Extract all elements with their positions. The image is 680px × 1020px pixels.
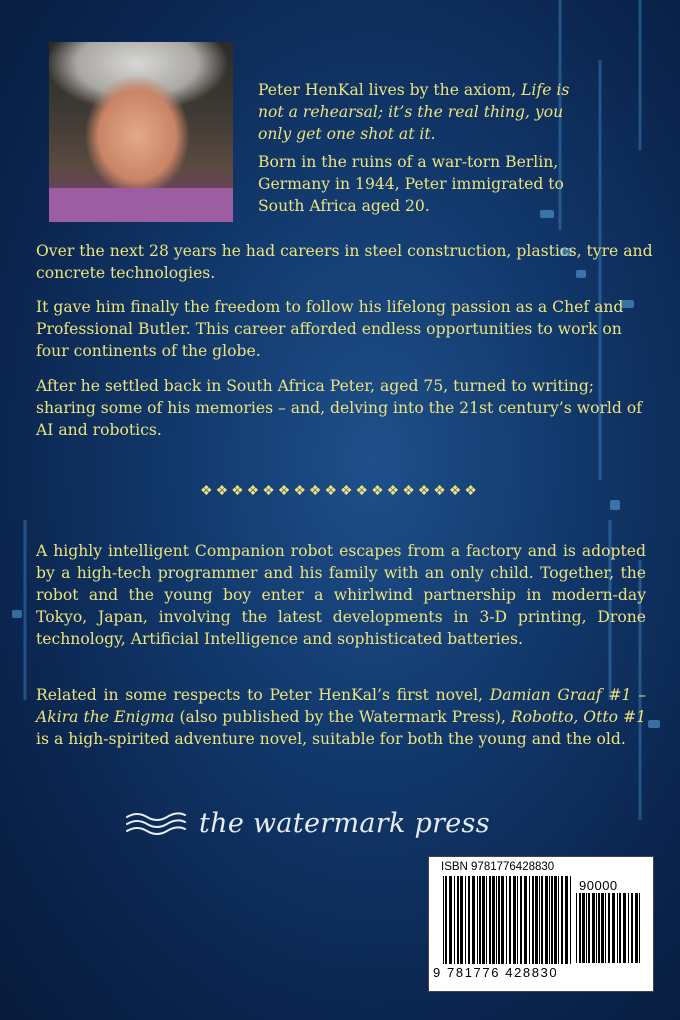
ornament-divider: ❖❖❖❖❖❖❖❖❖❖❖❖❖❖❖❖❖❖ — [200, 483, 480, 499]
novel-title-1: Damian Graaf #1 – Akira the Enigma — [36, 686, 646, 726]
publisher-logo — [125, 808, 490, 839]
waves-icon — [125, 809, 187, 839]
price-code: 90000 — [579, 878, 618, 893]
bio-paragraph-1 — [258, 79, 588, 145]
bio-quote: Life is not a rehearsal; it’s the real thing, you only get one shot at it — [258, 81, 570, 143]
author-photo — [49, 42, 233, 222]
isbn-barcode — [428, 856, 654, 992]
bio-paragraph-5: After he settled back in South Africa Peter, aged 75, turned to writing; sharing some of his memories – and, delving into the 21st century’s world of AI and robotics. — [36, 377, 642, 439]
blurb-paragraph-2 — [36, 684, 646, 750]
bio-end: . — [430, 125, 436, 143]
bio-lead: Peter HenKal lives by the axiom, — [258, 81, 522, 99]
blurb-paragraph-1: A highly intelligent Companion robot escapes from a factory and is adopted by a high-tech programmer and his family with an only child. Together, the robot and the young boy enter a whirlwind partnership in modern-day Tokyo, Japan, involving the latest developments in 3-D printing, Drone technology, Artificial Intelligence and sophisticated batteries. — [36, 542, 646, 648]
isbn-label: ISBN 9781776428830 — [441, 861, 555, 873]
blurb-text-a: Related in some respects to Peter HenKal’s first novel, — [36, 686, 490, 704]
isbn-digits: 9 781776 428830 — [433, 965, 559, 980]
bio-paragraph-4: It gave him finally the freedom to follow his lifelong passion as a Chef and Professional Butler. This career afforded endless opportunities to work on four continents of the globe. — [36, 298, 624, 360]
bio-paragraph-3: Over the next 28 years he had careers in steel construction, plastics, tyre and concrete technologies. — [36, 242, 653, 282]
blurb-text-b: (also published by the Watermark Press), — [174, 708, 511, 726]
barcode-bars — [443, 876, 573, 964]
blurb-text-c: is a high-spirited adventure novel, suitable for both the young and the old. — [36, 730, 626, 748]
addon-barcode-bars — [576, 893, 642, 963]
bio-paragraph-2: Born in the ruins of a war-torn Berlin, Germany in 1944, Peter immigrated to South Africa aged 20. — [258, 153, 564, 215]
novel-title-2: Robotto, Otto #1 — [510, 708, 646, 726]
publisher-name: the watermark press — [199, 808, 490, 839]
author-shirt — [49, 188, 233, 222]
